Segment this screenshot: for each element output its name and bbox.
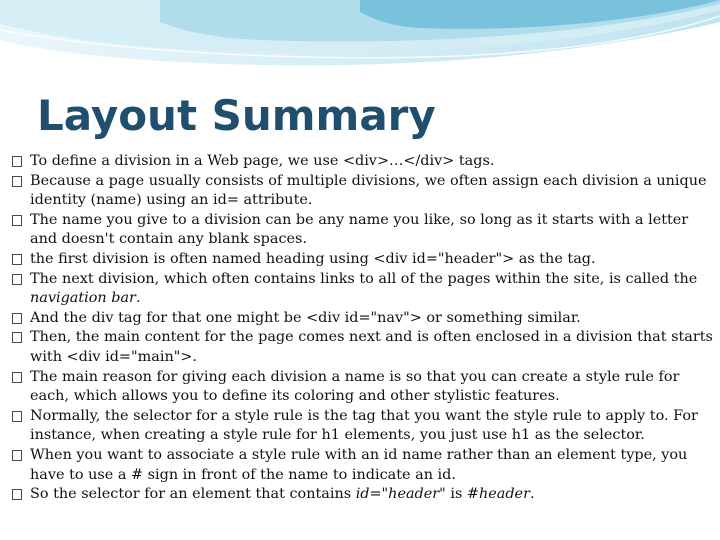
square-bullet-icon (12, 215, 22, 226)
bullet-text: id="header" (355, 486, 446, 503)
bullet-text: is (445, 486, 467, 503)
slide-title: Layout Summary (37, 91, 436, 140)
square-bullet-icon (12, 489, 22, 500)
bullet-item (10, 309, 716, 329)
bullet-text: So the selector for an element that contains (30, 486, 356, 503)
bullet-item (10, 152, 716, 172)
square-bullet-icon (12, 274, 22, 285)
bullet-item (10, 172, 716, 211)
square-bullet-icon (12, 411, 22, 422)
bullet-text: #header (466, 486, 530, 503)
bullet-item (10, 328, 716, 367)
bullet-text: the first division is often named heading using <div id="header"> as the tag. (30, 250, 596, 267)
square-bullet-icon (12, 254, 22, 265)
bullet-text: Because a page usually consists of multiple divisions, we often assign each division a unique identity (name) using an id= attribute. (30, 172, 707, 209)
bullet-item (10, 485, 716, 505)
square-bullet-icon (12, 176, 22, 187)
bullet-text: The next division, which often contains links to all of the pages within the site, is called the (30, 270, 698, 287)
bullet-text: And the div tag for that one might be <div id="nav"> or something similar. (30, 309, 581, 326)
square-bullet-icon (12, 450, 22, 461)
bullet-text: Normally, the selector for a style rule is the tag that you want the style rule to apply to. For instance, when creating a style rule for h1 elements, you just use h1 as the selector. (30, 407, 698, 444)
bullet-item (10, 250, 716, 270)
bullet-item (10, 211, 716, 250)
square-bullet-icon (12, 372, 22, 383)
bullet-text: navigation bar (30, 290, 136, 307)
square-bullet-icon (12, 156, 22, 167)
bullet-text: . (529, 486, 535, 503)
square-bullet-icon (12, 313, 22, 324)
bullet-list (10, 152, 716, 505)
bullet-text: The name you give to a division can be any name you like, so long as it starts with a letter and doesn't contain any blank spaces. (30, 211, 689, 248)
decorative-wave-banner (0, 0, 720, 80)
square-bullet-icon (12, 332, 22, 343)
bullet-text: The main reason for giving each division a name is so that you can create a style rule for each, which allows you to define its coloring and other stylistic features. (30, 368, 680, 405)
bullet-item (10, 407, 716, 446)
bullet-item (10, 368, 716, 407)
bullet-text: Then, the main content for the page comes next and is often enclosed in a division that starts with <div id="main">. (30, 329, 713, 365)
bullet-text: . (135, 290, 141, 307)
bullet-text: To define a division in a Web page, we use <div>…</div> tags. (30, 153, 495, 169)
bullet-item (10, 446, 716, 485)
bullet-text: When you want to associate a style rule with an id name rather than an element type, you have to use a # sign in front of the name to indicate an id. (30, 446, 688, 483)
bullet-item (10, 270, 716, 309)
